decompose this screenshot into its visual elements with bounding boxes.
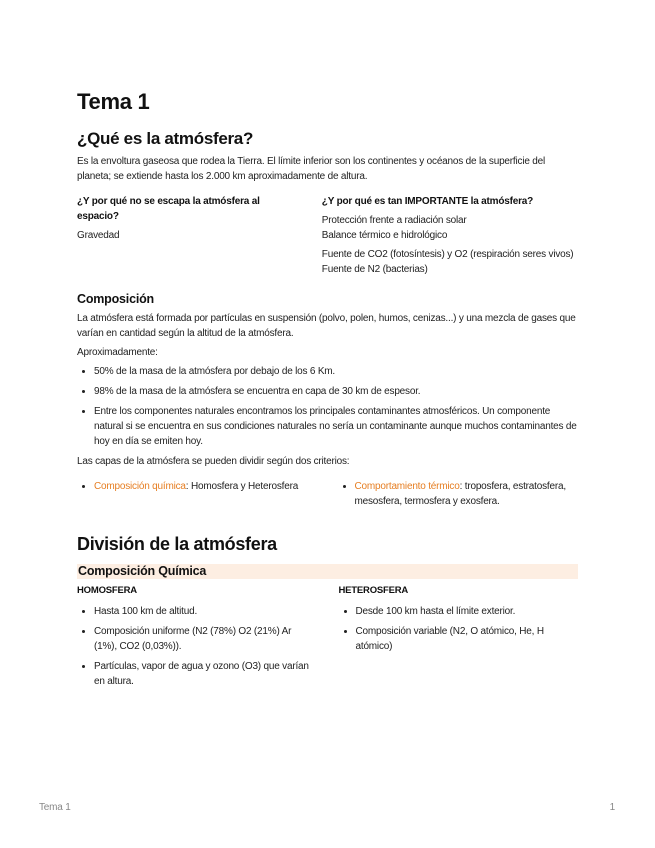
homosphere-column [77, 583, 339, 694]
intro-paragraph: Es la envoltura gaseosa que rodea la Tierra. El límite inferior son los continentes y océanos de la superficie del planeta; se extiende hasta los 2.000 km aproximadamente de altura. [77, 156, 546, 182]
criterion-chemical-label: Composición química [94, 481, 186, 492]
question-col-left [77, 194, 322, 277]
list-item: • Partículas, vapor de agua y ozono (O3) que varían en altura. [94, 659, 317, 689]
answer-line: Fuente de CO2 (fotosíntesis) y O2 (respiración seres vivos) [321, 249, 574, 260]
answer-line: Protección frente a radiación solar [321, 215, 467, 226]
criteria-list-right [338, 479, 579, 514]
spheres-columns [77, 583, 578, 694]
homosphere-title: HOMOSFERA [77, 585, 137, 596]
question-importance: ¿Y por qué es tan IMPORTANTE la atmósfera? [321, 196, 534, 207]
list-item: • Entre los componentes naturales encontramos los principales contaminantes atmosféricos. Un componente natural si se encuentra en sus condiciones naturales no sería un contaminante aunque muchos contaminantes de hoy en día se emiten hoy. [94, 404, 578, 449]
page-number: 1 [609, 802, 615, 813]
chemical-composition-band: Composición Química [77, 564, 578, 579]
criteria-intro: Las capas de la atmósfera se pueden dividir según dos criterios: [77, 456, 350, 467]
question-escape: ¿Y por qué no se escapa la atmósfera al espacio? [77, 196, 260, 222]
criteria-columns [77, 479, 578, 514]
list-item: • Composición uniforme (N2 (78%) O2 (21%) Ar (1%), CO2 (0,03%)). [94, 624, 317, 654]
answer-gravity: Gravedad [77, 230, 120, 241]
footer-title: Tema 1 [39, 802, 71, 813]
criterion-chemical [94, 479, 318, 494]
homosphere-list [77, 604, 317, 689]
question-col-right [322, 194, 578, 277]
list-item: • 98% de la masa de la atmósfera se encuentra en capa de 30 km de espesor. [94, 384, 578, 399]
answer-line: Fuente de N2 (bacterias) [321, 264, 428, 275]
heterosphere-title: HETEROSFERA [338, 585, 409, 596]
list-item: • Composición variable (N2, O atómico, He, H atómico) [356, 624, 579, 654]
criterion-thermal-text: : troposfera, estratosfera, mesosfera, termosfera y exosfera. [354, 481, 566, 507]
heterosphere-column [339, 583, 579, 694]
composition-list [77, 364, 578, 449]
composition-paragraph: La atmósfera está formada por partículas en suspensión (polvo, polen, humos, cenizas...) y una mezcla de gases que varían en cantidad según la altitud de la atmósfera. [77, 313, 576, 339]
criterion-chemical-text: : Homosfera y Heterosfera [185, 481, 299, 492]
heterosphere-list [339, 604, 579, 654]
answer-line: Balance térmico e hidrológico [321, 230, 448, 241]
section-heading-atmosfera: ¿Qué es la atmósfera? [77, 129, 254, 148]
list-item: • Hasta 100 km de altitud. [94, 604, 317, 619]
criterion-thermal-label: Comportamiento térmico [354, 481, 460, 492]
composition-heading: Composición [77, 292, 154, 306]
approx-label: Aproximadamente: [77, 347, 158, 358]
criterion-thermal [355, 479, 579, 509]
list-item: • Desde 100 km hasta el límite exterior. [356, 604, 579, 619]
page-title: Tema 1 [77, 89, 150, 114]
questions-columns [77, 194, 578, 277]
list-item: • 50% de la masa de la atmósfera por debajo de los 6 Km. [94, 364, 578, 379]
document-page [77, 88, 578, 694]
division-heading: División de la atmósfera [77, 534, 277, 554]
criteria-list-left [77, 479, 338, 514]
